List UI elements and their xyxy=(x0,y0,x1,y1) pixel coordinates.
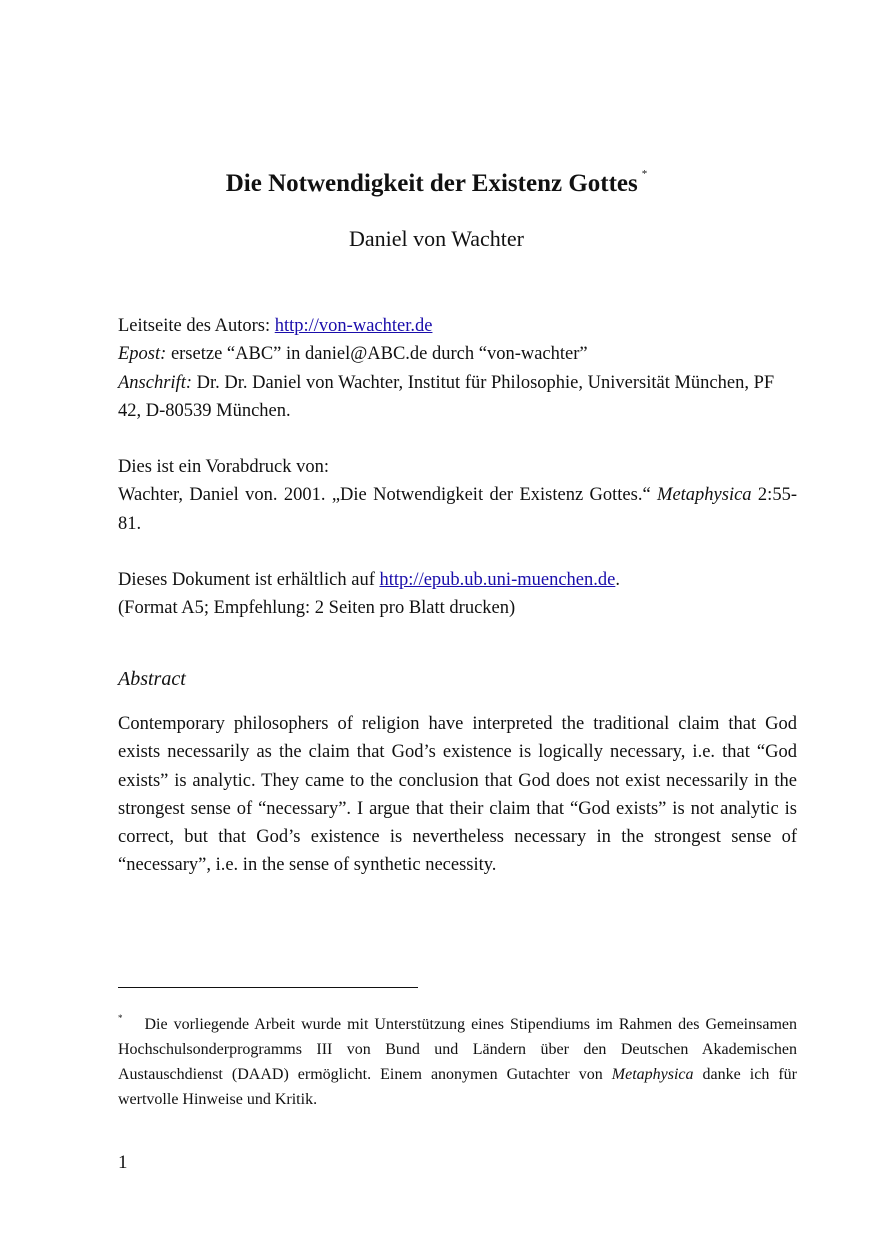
availability-line xyxy=(118,566,797,594)
footnote-journal: Metaphysica xyxy=(611,1066,694,1083)
title-text: Die Notwendigkeit der Existenz Gottes xyxy=(225,170,638,197)
email-label: Epost: xyxy=(118,344,167,365)
availability-block xyxy=(118,566,797,623)
preprint-intro: Dies ist ein Vorabdruck von: xyxy=(118,457,330,477)
page-number: 1 xyxy=(118,1152,128,1173)
address-line xyxy=(118,369,797,426)
email-text: ersetze “ABC” in daniel@ABC.de durch “von-wachter” xyxy=(166,344,588,365)
homepage-line xyxy=(118,312,797,340)
footnote xyxy=(118,1006,797,1112)
homepage-link[interactable]: http://von-wachter.de xyxy=(274,316,433,336)
homepage-label: Leitseite des Autors: xyxy=(118,316,275,336)
author-name: Daniel von Wachter xyxy=(349,226,524,251)
format-note: (Format A5; Empfehlung: 2 Seiten pro Blatt drucken) xyxy=(118,598,516,619)
preprint-citation xyxy=(118,481,797,538)
citation-suffix: 2:55-81. xyxy=(118,485,797,534)
preprint-block xyxy=(118,453,797,538)
title-footnote-marker[interactable]: * xyxy=(641,168,648,180)
abstract-text: Contemporary philosophers of religion have interpreted the traditional claim that God exists necessarily as the claim that God’s existence is logically necessary, i.e. that “God exists” is analytic. They came to the conclusion that God does not exist necessarily in the strongest sense of “necessary”. I argue that their claim that “God exists” is not analytic is correct, but that God’s existence is nevertheless necessary in the strongest sense of “necessary”, i.e. in the sense of synthetic necessity. xyxy=(118,714,797,876)
epub-link[interactable]: http://epub.ub.uni-muenchen.de xyxy=(379,570,616,590)
footnote-marker: * xyxy=(118,1013,123,1023)
footnote-divider xyxy=(118,987,418,988)
contact-block xyxy=(118,312,797,426)
availability-suffix: . xyxy=(615,570,620,590)
address-text: Dr. Dr. Daniel von Wachter, Institut für Philosophie, Universität München, PF 42, D-80539 München. xyxy=(118,372,775,422)
footnote-text-after: danke ich für wertvolle Hinweise und Kritik. xyxy=(118,1066,798,1108)
address-label: Anschrift: xyxy=(118,372,192,393)
abstract-heading: Abstract xyxy=(118,668,186,690)
availability-prefix: Dieses Dokument ist erhältlich auf xyxy=(118,570,380,590)
footnote-text-before: Die vorliegende Arbeit wurde mit Unterstützung eines Stipendiums im Rahmen des Gemeinsamen Hochschulsonderprogramms III von Bund und Ländern über den Deutschen Akademischen Austauschdienst (DAAD) ermöglicht. Einem anonymen Gutachter von xyxy=(118,1016,797,1083)
citation-prefix: Wachter, Daniel von. 2001. „Die Notwendigkeit der Existenz Gottes.“ xyxy=(118,485,658,506)
email-line xyxy=(118,340,797,368)
document-title xyxy=(0,168,873,198)
citation-journal: Metaphysica xyxy=(657,485,752,506)
